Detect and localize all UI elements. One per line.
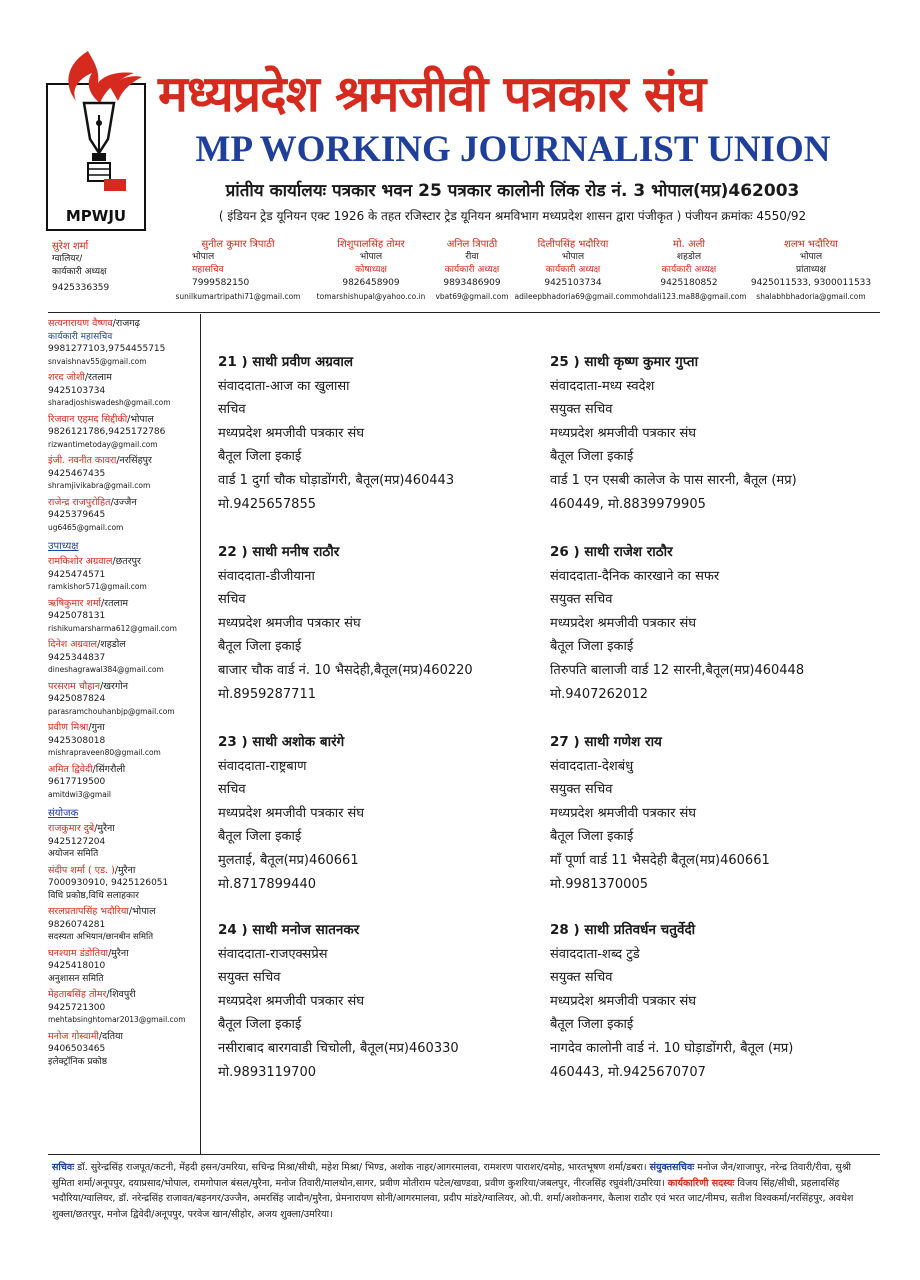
- entry-line: 460449, मो.8839979905: [550, 496, 706, 512]
- member-phone: 9425308018: [48, 735, 106, 746]
- officer-line: कार्यकारी अध्यक्ष: [52, 267, 107, 277]
- officer-email[interactable]: mohdali123.ma88@gmail.com: [631, 292, 747, 301]
- entry-line: सचिव: [218, 592, 246, 608]
- member-email[interactable]: sharadjoshiswadesh@gmail.com: [48, 398, 171, 407]
- officer-phone: 9425103734: [544, 278, 602, 288]
- entry-heading: 26 ) साथी राजेश राठौर: [550, 544, 673, 560]
- member-entry-24: [218, 919, 538, 1084]
- member-post: कार्यकारी महासचिव: [48, 331, 113, 342]
- footer-label-sachiv: सचिवः: [52, 1162, 75, 1173]
- member-place: /मुरैना: [108, 947, 129, 959]
- entry-line: सचिव: [218, 782, 246, 798]
- member-phone: 9425721300: [48, 1002, 106, 1013]
- member-phone: 9425344837: [48, 652, 106, 663]
- member-email[interactable]: rizwantimetoday@gmail.com: [48, 439, 158, 449]
- member-name: परसराम चौहान: [48, 680, 101, 692]
- entry-line: मो.9407262012: [550, 686, 648, 702]
- officers-row: [0, 236, 920, 314]
- sidebar-member: [48, 318, 200, 368]
- member-phone: 9425103734: [48, 385, 106, 396]
- officer-6: [630, 238, 748, 303]
- officer-5: [512, 238, 634, 303]
- entry-heading: 27 ) साथी गणेश राय: [550, 734, 662, 750]
- entry-line: संवाददाता-राजएक्सप्रेस: [218, 946, 328, 962]
- entry-line: संवाददाता-शब्द टुडे: [550, 946, 640, 962]
- officer-name: शलभ भदौरिया: [784, 239, 838, 250]
- member-name: रिजवान एहमद सिद्दीकी: [48, 413, 128, 425]
- entry-line: बैतूल जिला इकाई: [550, 449, 634, 465]
- member-place: /उज्जैन: [110, 496, 137, 508]
- member-phone: 9425379645: [48, 510, 106, 520]
- sidebar: [48, 318, 200, 1154]
- officer-7: [748, 238, 874, 303]
- entry-line: मध्यप्रदेश श्रमजीवी पत्रकार संघ: [550, 993, 697, 1009]
- member-place: /शहडोल: [97, 639, 126, 650]
- sidebar-member: [48, 556, 200, 594]
- footer-label-sanyukt: संयुक्तसचिवः: [649, 1162, 695, 1173]
- member-email[interactable]: mishrapraveen80@gmail.com: [48, 748, 161, 757]
- member-place: /रतलाम: [101, 597, 129, 609]
- entry-line: मो.9425657855: [218, 496, 316, 512]
- sidebar-member: [48, 497, 200, 535]
- entry-line: बैतूल जिला इकाई: [218, 1017, 302, 1033]
- sidebar-member: [48, 414, 200, 452]
- member-role: विधि प्रकोष्ठ,विधि सलाहकार: [48, 890, 139, 901]
- footer-members: [52, 1160, 872, 1222]
- member-phone: 9826074281: [48, 919, 106, 930]
- officer-email[interactable]: shalabhbhadoria@gmail.com: [756, 292, 866, 301]
- sidebar-member: [48, 455, 200, 493]
- member-name: इंजी. नवनीत कावरा: [48, 455, 117, 466]
- member-name: राजेन्द्र राजपुरोहित: [48, 496, 111, 508]
- member-place: /सिंगरौली: [92, 763, 126, 775]
- member-email[interactable]: dineshagrawal384@gmail.com: [48, 665, 164, 674]
- member-phone: 9425078131: [48, 611, 106, 621]
- officer-line: महासचिव: [192, 265, 224, 275]
- entry-line: मो.8717899440: [218, 876, 316, 892]
- entry-line: मध्यप्रदेश श्रमजीवी पत्रकार संघ: [218, 805, 365, 821]
- entry-heading: 21 ) साथी प्रवीण अग्रवाल: [218, 354, 354, 370]
- divider: [48, 1154, 880, 1155]
- entry-line: मध्यप्रदेश श्रमजीवी पत्रकार संघ: [550, 425, 697, 441]
- member-place: /भोपाल: [127, 413, 154, 425]
- officer-phone: 9425180852: [660, 278, 718, 288]
- member-name: सरलप्रतापसिंह भदौरिया: [48, 906, 129, 917]
- sidebar-member: [48, 1031, 200, 1069]
- member-phone: 9406503465: [48, 1044, 106, 1054]
- entry-line: संवाददाता-देशबंधु: [550, 758, 634, 774]
- entry-line: बैतूल जिला इकाई: [550, 639, 634, 655]
- member-email[interactable]: ug6465@gmail.com: [48, 522, 124, 532]
- entry-line: सचिव: [218, 402, 246, 418]
- member-entry-21: [218, 351, 538, 516]
- entry-line: संवाददाता-दैनिक कारखाने का सफर: [550, 568, 720, 584]
- member-phone: 9425087824: [48, 694, 106, 704]
- officer-line: भोपाल: [192, 252, 215, 262]
- member-entry-23: [218, 731, 538, 896]
- member-entry-25: [550, 351, 870, 516]
- member-phone: 9425418010: [48, 961, 106, 971]
- entry-line: मो.9981370005: [550, 876, 648, 892]
- officer-line: भोपाल: [359, 252, 383, 262]
- officer-line: ग्वालियर/: [52, 254, 83, 264]
- officer-email[interactable]: adileepbhadoria69@gmail.com: [514, 292, 632, 301]
- officer-line: प्रांताध्यक्ष: [796, 265, 826, 275]
- footer-text-sachiv: डॉ. सुरेन्द्रसिंह राजपूत/कटनी, मेंहदी हसन/उमरिया, सचिन्द्र मिश्रा/सीधी, महेश मिश्रा/ भिण्ड, अशोक नाहर/आगरमालवा, रामशरण पाराशर/दमोह, भारतभूषण शर्मा/डबरा।: [77, 1162, 647, 1173]
- section-heading-sanyojak: संयोजक: [48, 808, 79, 819]
- member-name: मेहताबसिंह तोमर: [48, 989, 107, 1000]
- entry-line: बैतूल जिला इकाई: [218, 829, 302, 845]
- entry-line: संवाददाता-राष्ट्रबाण: [218, 758, 307, 774]
- entry-line: मध्यप्रदेश श्रमजीवी पत्रकार संघ: [218, 993, 365, 1009]
- officer-email[interactable]: sunilkumartripathi71@gmail.com: [175, 292, 301, 301]
- member-role: इलेक्ट्रॉनिक प्रकोष्ठ: [48, 1056, 108, 1067]
- officer-line: कार्यकारी अध्यक्ष: [444, 265, 500, 275]
- logo: [46, 83, 146, 231]
- member-entry-22: [218, 541, 538, 706]
- section-heading-vp: उपाध्यक्ष: [48, 541, 79, 552]
- title-english: MP WORKING JOURNALIST UNION: [195, 129, 831, 170]
- member-email[interactable]: mehtabsinghtomar2013@gmail.com: [48, 1015, 186, 1024]
- entry-line: सयुक्त सचिव: [550, 970, 613, 986]
- entry-line: सयुक्त सचिव: [550, 592, 613, 608]
- member-place: /खरगोन: [100, 680, 128, 692]
- entry-line: नसीराबाद बारगवाडी चिचोली, बैतूल(मप्र)460330: [218, 1040, 459, 1056]
- member-phone: 9425467435: [48, 468, 106, 479]
- entry-heading: 23 ) साथी अशोक बारंगे: [218, 734, 345, 750]
- member-name: संदीप शर्मा ( एड. ): [48, 864, 115, 876]
- entry-line: मध्यप्रदेश श्रमजीवी पत्रकार संघ: [550, 805, 697, 821]
- officer-line: रीवा: [465, 252, 479, 262]
- member-name: रामकिशोर अग्रवाल: [48, 556, 113, 567]
- officer-4: [428, 238, 516, 303]
- officer-phone: 9425336359: [52, 283, 110, 293]
- member-name: दिनेश अग्रवाल: [48, 639, 98, 650]
- entry-line: वार्ड 1 एन एसबी कालेज के पास सारनी, बैतूल (मप्र): [550, 472, 797, 488]
- officer-phone: 9893486909: [443, 278, 501, 288]
- member-email[interactable]: parasramchouhanbjp@gmail.com: [48, 706, 175, 716]
- entry-heading: 28 ) साथी प्रतिवर्धन चतुर्वेदी: [550, 922, 696, 938]
- officer-phone: 7999582150: [192, 278, 250, 288]
- sidebar-member: [48, 948, 200, 986]
- member-place: /दतिया: [98, 1030, 123, 1042]
- entry-line: संवाददाता-डीजीयाना: [218, 568, 315, 584]
- member-place: /मुरैना: [114, 864, 136, 876]
- member-place: /गुना: [88, 722, 105, 733]
- entry-line: बैतूल जिला इकाई: [550, 829, 634, 845]
- officer-3: [310, 238, 432, 303]
- member-name: प्रवीण मिश्रा: [48, 722, 89, 733]
- member-entry-28: [550, 919, 870, 1084]
- entry-line: मो.8959287711: [218, 686, 316, 702]
- member-entry-27: [550, 731, 870, 896]
- officer-phone: 9826458909: [342, 278, 400, 288]
- member-role: अनुशासन समिति: [48, 973, 104, 984]
- office-address: प्रांतीय कार्यालयः पत्रकार भवन 25 पत्रकार कालोनी लिंक रोड नं. 3 भोपाल(मप्र)462003: [225, 181, 800, 201]
- member-name: राजकुमार दुबे: [48, 823, 95, 834]
- entry-line: मध्यप्रदेश श्रमजीव पत्रकार संघ: [218, 615, 361, 631]
- officer-email[interactable]: tomarshishupal@yahoo.co.in: [316, 292, 426, 301]
- officer-2: [172, 238, 304, 303]
- entry-line: बैतूल जिला इकाई: [218, 449, 302, 465]
- entry-line: बैतूल जिला इकाई: [218, 639, 302, 655]
- sidebar-member: [48, 906, 200, 944]
- member-place: /मुरैना: [94, 823, 115, 834]
- entry-line: माँ पूर्णा वार्ड 11 भैसदेही बैतूल(मप्र)460661: [550, 852, 770, 868]
- entry-line: तिरुपति बालाजी वार्ड 12 सारनी,बैतूल(मप्र)460448: [550, 662, 805, 678]
- officer-line: कोषाध्यक्ष: [355, 265, 387, 275]
- member-name: अमित द्विवेदी: [48, 763, 93, 775]
- sidebar-member: [48, 722, 200, 760]
- entry-line: सयुक्त सचिव: [550, 782, 613, 798]
- officer-email[interactable]: vbat69@gmail.com: [435, 292, 509, 301]
- member-place: /शिवपुरी: [106, 989, 136, 1000]
- divider: [200, 314, 201, 1154]
- entry-line: मुलताई, बैतूल(मप्र)460661: [218, 852, 359, 868]
- member-phone: 9617719500: [48, 777, 106, 787]
- member-name: मनोज गोस्वामी: [48, 1030, 99, 1042]
- entry-line: संवाददाता-मध्य स्वदेश: [550, 378, 655, 394]
- entry-line: नागदेव कालोनी वार्ड नं. 10 घोड़ाडोंगरी, बैतूल (मप्र): [550, 1040, 794, 1056]
- sidebar-member: [48, 989, 200, 1027]
- registration-line: ( इंडियन ट्रेड यूनियन एक्ट 1926 के तहत रजिस्टार ट्रेड यूनियन श्रमविभाग मध्यप्रदेश शासन द्वारा पंजीकृत ) पंजीयन क्रमांकः 4550/92: [218, 209, 807, 223]
- entry-line: मो.9893119700: [218, 1064, 316, 1080]
- member-entry-26: [550, 541, 870, 706]
- entry-line: सयुक्त सचिव: [550, 402, 613, 418]
- officer-line: भोपाल: [799, 252, 823, 262]
- officer-1: [52, 240, 109, 295]
- sidebar-member: [48, 823, 200, 861]
- officer-name: दिलीपसिंह भदौरिया: [537, 239, 609, 250]
- member-name: सत्यनारायण वैष्णव: [48, 318, 113, 329]
- member-email[interactable]: ramkishor571@gmail.com: [48, 582, 147, 591]
- entry-heading: 22 ) साथी मनीष राठौर: [218, 544, 340, 560]
- member-email[interactable]: amitdwi3@gmail: [48, 789, 112, 799]
- officer-name: शिशुपालसिंह तोमर: [337, 239, 405, 250]
- entry-heading: 25 ) साथी कृष्ण कुमार गुप्ता: [550, 354, 699, 370]
- footer-text-sanyukt: मनोज जैन/शाजापुर, नरेन्द्र तिवारी/रीवा, सुश्री सुमिता शर्मा/अनूपपुर, दयाप्रसाद/भोपाल, रामगोपाल बंसल/मुरैना, मनोज तिवारी/मालथोन,सागर, प्रवीण मोतीराम पटेल/खण्डवा, प्रवीण कुशरिया/जबलपुर, नीरजसिंह रघुवंशी/उमरिया।: [52, 1162, 852, 1189]
- member-phone: 9981277103,9754455715: [48, 344, 166, 354]
- member-phone: 9425474571: [48, 569, 106, 580]
- sidebar-member: [48, 598, 200, 636]
- entry-line: सयुक्त सचिव: [218, 970, 281, 986]
- officer-line: भोपाल: [561, 252, 585, 262]
- officer-name: सुरेश शर्मा: [52, 241, 89, 252]
- title-hindi: मध्यप्रदेश श्रमजीवी पत्रकार संघ: [158, 65, 706, 123]
- officer-name: सुनील कुमार त्रिपाठी: [201, 239, 275, 250]
- footer-text-karyakarini: विजय सिंह/सीधी, प्रहलादसिंह भदौरिया/ग्वालियर, डॉ. नरेन्द्रसिंह राजावत/बड़नगर/उज्जैन, अमरसिंह जादौन/मुरैना, प्रेमनारायण सोनी/आगरमालवा, प्रदीप मांडरे/ग्वालियर, ओ.पी. शर्मा/अशोकनगर, कैलाश राठौर एवं भरत जाट/नीमच, सतीश विश्वकर्मा/नरसिंहपुर, अवधेश शुक्ला/छतरपुर, मनोज द्विवेदी/अनूपपुर, परवेज खान/सीहोर, अजय शुक्ला/उमरिया।: [52, 1177, 854, 1220]
- member-name: घनश्याम डंडोतिया: [48, 947, 109, 959]
- entry-line: मध्यप्रदेश श्रमजीवी पत्रकार संघ: [218, 425, 365, 441]
- member-name: शरद जोशी: [48, 372, 85, 383]
- sidebar-member: [48, 681, 200, 719]
- member-email[interactable]: rishikumarsharma612@gmail.com: [48, 623, 177, 633]
- sidebar-member: [48, 372, 200, 410]
- officer-name: अनिल त्रिपाठी: [446, 239, 498, 250]
- entry-line: बैतूल जिला इकाई: [550, 1017, 634, 1033]
- member-phone: 7000930910, 9425126051: [48, 878, 169, 888]
- logo-text: MPWJU: [65, 207, 127, 225]
- member-place: /भोपाल: [128, 906, 156, 917]
- officer-name: मो. अली: [673, 239, 705, 250]
- member-name: ऋषिकुमार शर्मा: [48, 597, 101, 609]
- entry-line: संवाददाता-आज का खुलासा: [218, 378, 350, 394]
- sidebar-member: [48, 865, 200, 903]
- divider: [48, 312, 880, 313]
- member-phone: 9425127204: [48, 836, 106, 847]
- footer-label-karyakarini: कार्यकारिणी सदस्यः: [667, 1177, 735, 1189]
- sidebar-member: [48, 639, 200, 677]
- member-email[interactable]: shramjivikabra@gmail.com: [48, 481, 151, 490]
- member-role: सदस्यता अभियान/छानबीन समिति: [48, 932, 154, 942]
- entry-line: बाजार चौक वार्ड नं. 10 भैसदेही,बैतूल(मप्र)460220: [218, 662, 473, 678]
- member-place: /राजगढ़: [112, 318, 140, 329]
- entry-line: 460443, मो.9425670707: [550, 1064, 706, 1080]
- officer-line: कार्यकारी अध्यक्ष: [545, 265, 601, 275]
- member-place: /नरसिंहपुर: [116, 455, 152, 466]
- officer-line: कार्यकारी अध्यक्ष: [661, 265, 717, 275]
- member-place: /रतलाम: [84, 372, 112, 383]
- entry-line: मध्यप्रदेश श्रमजीवी पत्रकार संघ: [550, 615, 697, 631]
- officer-phone: 9425011533, 9300011533: [750, 278, 872, 288]
- entry-heading: 24 ) साथी मनोज सातनकर: [218, 922, 360, 938]
- officer-line: शहडोल: [676, 252, 702, 262]
- member-phone: 9826121786,9425172786: [48, 427, 166, 437]
- member-email[interactable]: snvaishnav55@gmail.com: [48, 356, 147, 366]
- member-place: /छतरपुर: [112, 556, 141, 567]
- member-role: अयोजन समिति: [48, 849, 99, 859]
- sidebar-member: [48, 764, 200, 802]
- entry-line: वार्ड 1 दुर्गा चौक घोड़ाडोंगरी, बैतूल(मप्र)460443: [218, 472, 455, 488]
- pen-torch-icon: [48, 43, 148, 193]
